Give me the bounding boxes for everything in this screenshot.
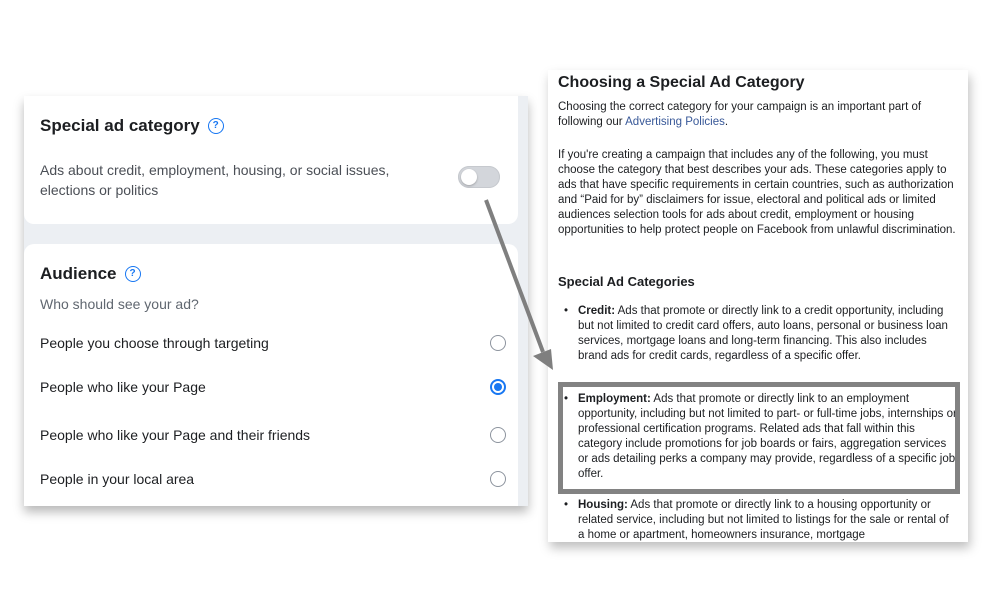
intro-text-end: . — [724, 116, 729, 128]
option-label: People who like your Page and their friends — [40, 427, 311, 443]
help-article-title: Choosing a Special Ad Category — [558, 74, 805, 91]
option-label: People who like your Page — [40, 379, 206, 395]
arrow-head — [533, 349, 553, 370]
special-ad-category-description: Ads about credit, employment, housing, or social issues, elections or politics — [40, 162, 390, 198]
category-text: Ads that promote or directly link to an employment opportunity, including but not limited to part- or full-time jobs, internships or professional certification programs. Related ads that fall within this category include promotions for job boards or fairs, aggregation services or ads detailing perks a company may provide, regardless of a specific job offer. — [578, 393, 957, 480]
intro-text: Choosing the correct category for your campaign is an important part of following our — [558, 101, 922, 128]
special-ad-categories-heading: Special Ad Categories — [558, 274, 695, 289]
bullet: • — [564, 305, 569, 317]
category-name: Employment: — [578, 393, 651, 405]
advertising-policies-link[interactable]: Advertising Policies — [625, 116, 725, 128]
bullet: • — [564, 393, 569, 405]
question-circle-icon[interactable]: ? — [125, 266, 141, 282]
arrow-shaft — [486, 200, 543, 352]
special-ad-category-title: Special ad category — [40, 116, 200, 135]
option-label: People you choose through targeting — [40, 335, 269, 351]
category-name: Housing: — [578, 499, 628, 511]
category-text: Ads that promote or directly link to a housing opportunity or related service, including but not limited to listings for the sale or rental of a home or apartment, homeowners insurance, mortgage — [578, 499, 949, 541]
option-label: People in your local area — [40, 471, 195, 487]
audience-title: Audience — [40, 264, 117, 283]
bullet: • — [564, 499, 569, 511]
category-name: Credit: — [578, 305, 616, 317]
category-text: Ads that promote or directly link to a credit opportunity, including but not limited to credit card offers, auto loans, personal or business loan services, mortgage loans and long-term financing. This also includes brand ads for credit cards, regardless of a specific offer. — [578, 305, 948, 362]
question-circle-icon[interactable]: ? — [208, 118, 224, 134]
audience-subtitle: Who should see your ad? — [40, 296, 199, 312]
help-paragraph-2: If you're creating a campaign that includes any of the following, you must choose the category that best describes your ads. These categories apply to ads that have specific requirements in certain countries, such as authorization and “Paid for by” disclaimers for issue, electoral and political ads or limited audiences selection tools for ads about credit, employment or housing opportunities to help protect people on Facebook from unlawful discrimination. — [558, 149, 956, 236]
